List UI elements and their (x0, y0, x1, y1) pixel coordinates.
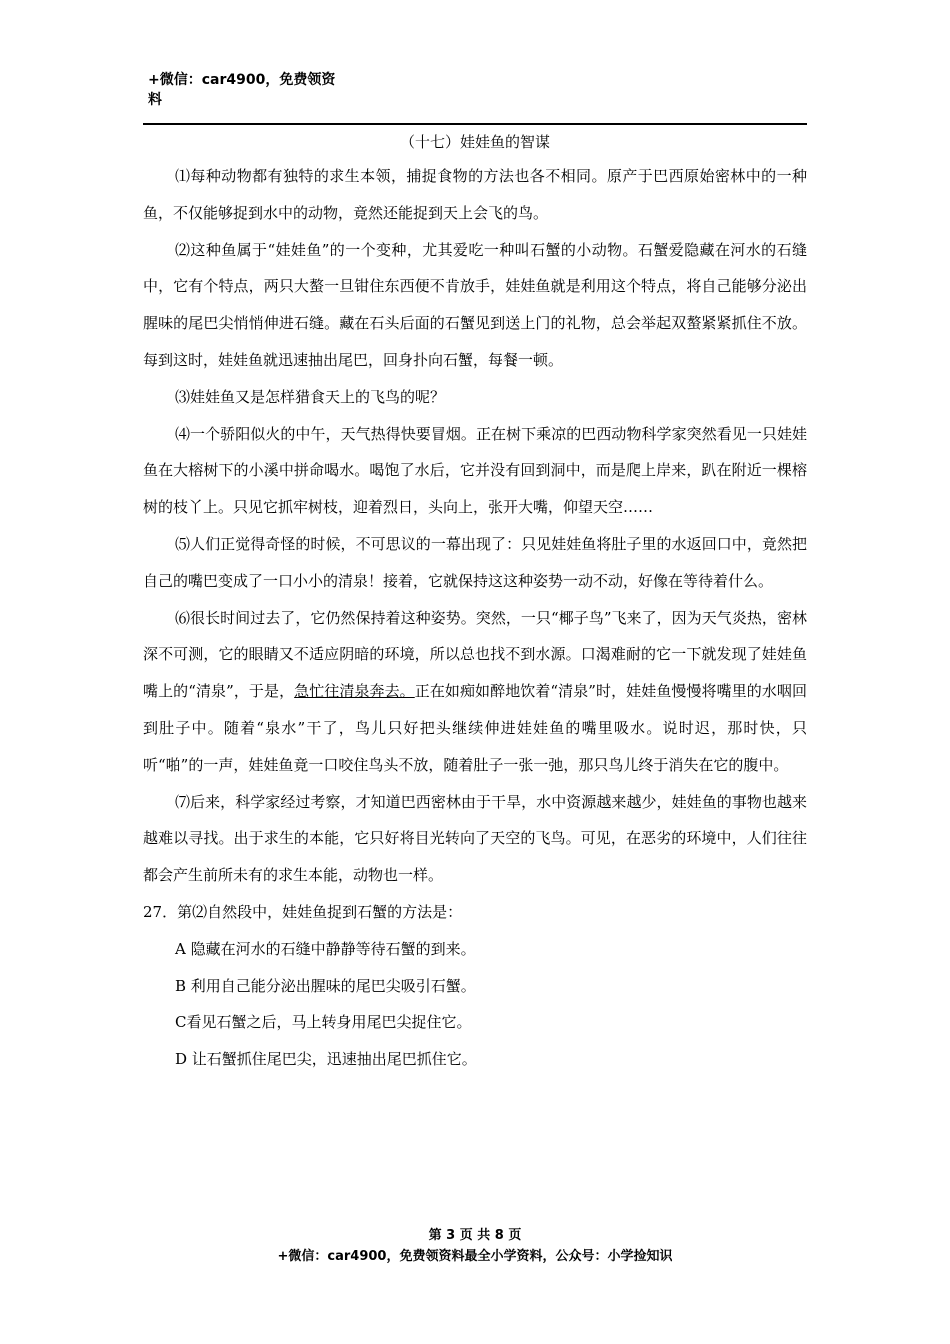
article-title: （十七）娃娃鱼的智谋 (399, 133, 550, 151)
underlined-phrase: 急忙往清泉奔去。 (294, 682, 415, 701)
paragraph-5: ⑸人们正觉得奇怪的时候，不可思议的一幕出现了：只见娃娃鱼将肚子里的水返回口中，竟然把自己的嘴巴变成了一口小小的清泉！接着，它就保持这这种姿势一动不动，好像在等待着什么。 (143, 534, 807, 590)
header-divider (143, 123, 807, 125)
header-watermark-note: +微信：car4900，免费领资料 (148, 72, 336, 108)
question-27-stem: 27．第⑵自然段中，娃娃鱼捉到石蟹的方法是： (143, 902, 463, 921)
question-option-d: D 让石蟹抓住尾巴尖，迅速抽出尾巴抓住它。 (175, 1050, 477, 1069)
paragraph-4: ⑷一个骄阳似火的中午，天气热得快要冒烟。正在树下乘凉的巴西动物科学家突然看见一只娃娃鱼在大榕树下的小溪中拼命喝水。喝饱了水后，它并没有回到洞中，而是爬上岸来，趴在附近一棵榕树的枝丫上。只见它抓牢树枝，迎着烈日，头向上，张开大嘴，仰望天空…… (143, 424, 807, 517)
question-option-c: C看见石蟹之后，马上转身用尾巴尖捉住它。 (175, 1013, 472, 1032)
page-number: 第 3 页 共 8 页 (428, 1228, 522, 1243)
paragraph-6 (143, 600, 807, 784)
question-option-a: A 隐藏在河水的石缝中静静等待石蟹的到来。 (175, 939, 476, 958)
paragraph-6-part-b: 正在如痴如醉地饮着“清泉”时，娃娃鱼慢慢将嘴里的水咽回到肚子中。随着“泉水”干了，鸟儿只好把头继续伸进娃娃鱼的嘴里吸水。说时迟，那时快，只听“啪”的一声，娃娃鱼竟一口咬住鸟头不放，随着肚子一张一弛，那只鸟儿终于消失在它的腹中。 (143, 682, 807, 774)
paragraph-6-part-a: ⑹很长时间过去了，它仍然保持着这种姿势。突然，一只“椰子鸟”飞来了，因为天气炎热，密林深不可测，它的眼睛又不适应阴暗的环境，所以总也找不到水源。口渴难耐的它一下就发现了娃娃鱼嘴上的“清泉”，于是， (143, 608, 807, 701)
footer-watermark-note: +微信：car4900，免费领资料最全小学资料，公众号：小学捡知识 (277, 1249, 673, 1264)
article-body (143, 158, 807, 1078)
paragraph-2: ⑵这种鱼属于“娃娃鱼”的一个变种，尤其爱吃一种叫石蟹的小动物。石蟹爱隐藏在河水的石缝中，它有个特点，两只大螯一旦钳住东西便不肯放手，娃娃鱼就是利用这个特点，将自己能够分泌出腥味的尾巴尖悄悄伸进石缝。藏在石头后面的石蟹见到送上门的礼物，总会举起双螯紧紧抓住不放。每到这时，娃娃鱼就迅速抽出尾巴，回身扑向石蟹，每餐一顿。 (143, 240, 807, 369)
paragraph-7: ⑺后来，科学家经过考察，才知道巴西密林由于干旱，水中资源越来越少，娃娃鱼的事物也越来越难以寻找。出于求生的本能，它只好将目光转向了天空的飞鸟。可见，在恶劣的环境中，人们往往都会产生前所未有的求生本能，动物也一样。 (143, 792, 807, 885)
question-option-b: B 利用自己能分泌出腥味的尾巴尖吸引石蟹。 (175, 976, 476, 995)
paragraph-3: ⑶娃娃鱼又是怎样猎食天上的飞鸟的呢？ (175, 387, 446, 406)
paragraph-1: ⑴每种动物都有独特的求生本领，捕捉食物的方法也各不相同。原产于巴西原始密林中的一种鱼，不仅能够捉到水中的动物，竟然还能捉到天上会飞的鸟。 (143, 167, 807, 222)
